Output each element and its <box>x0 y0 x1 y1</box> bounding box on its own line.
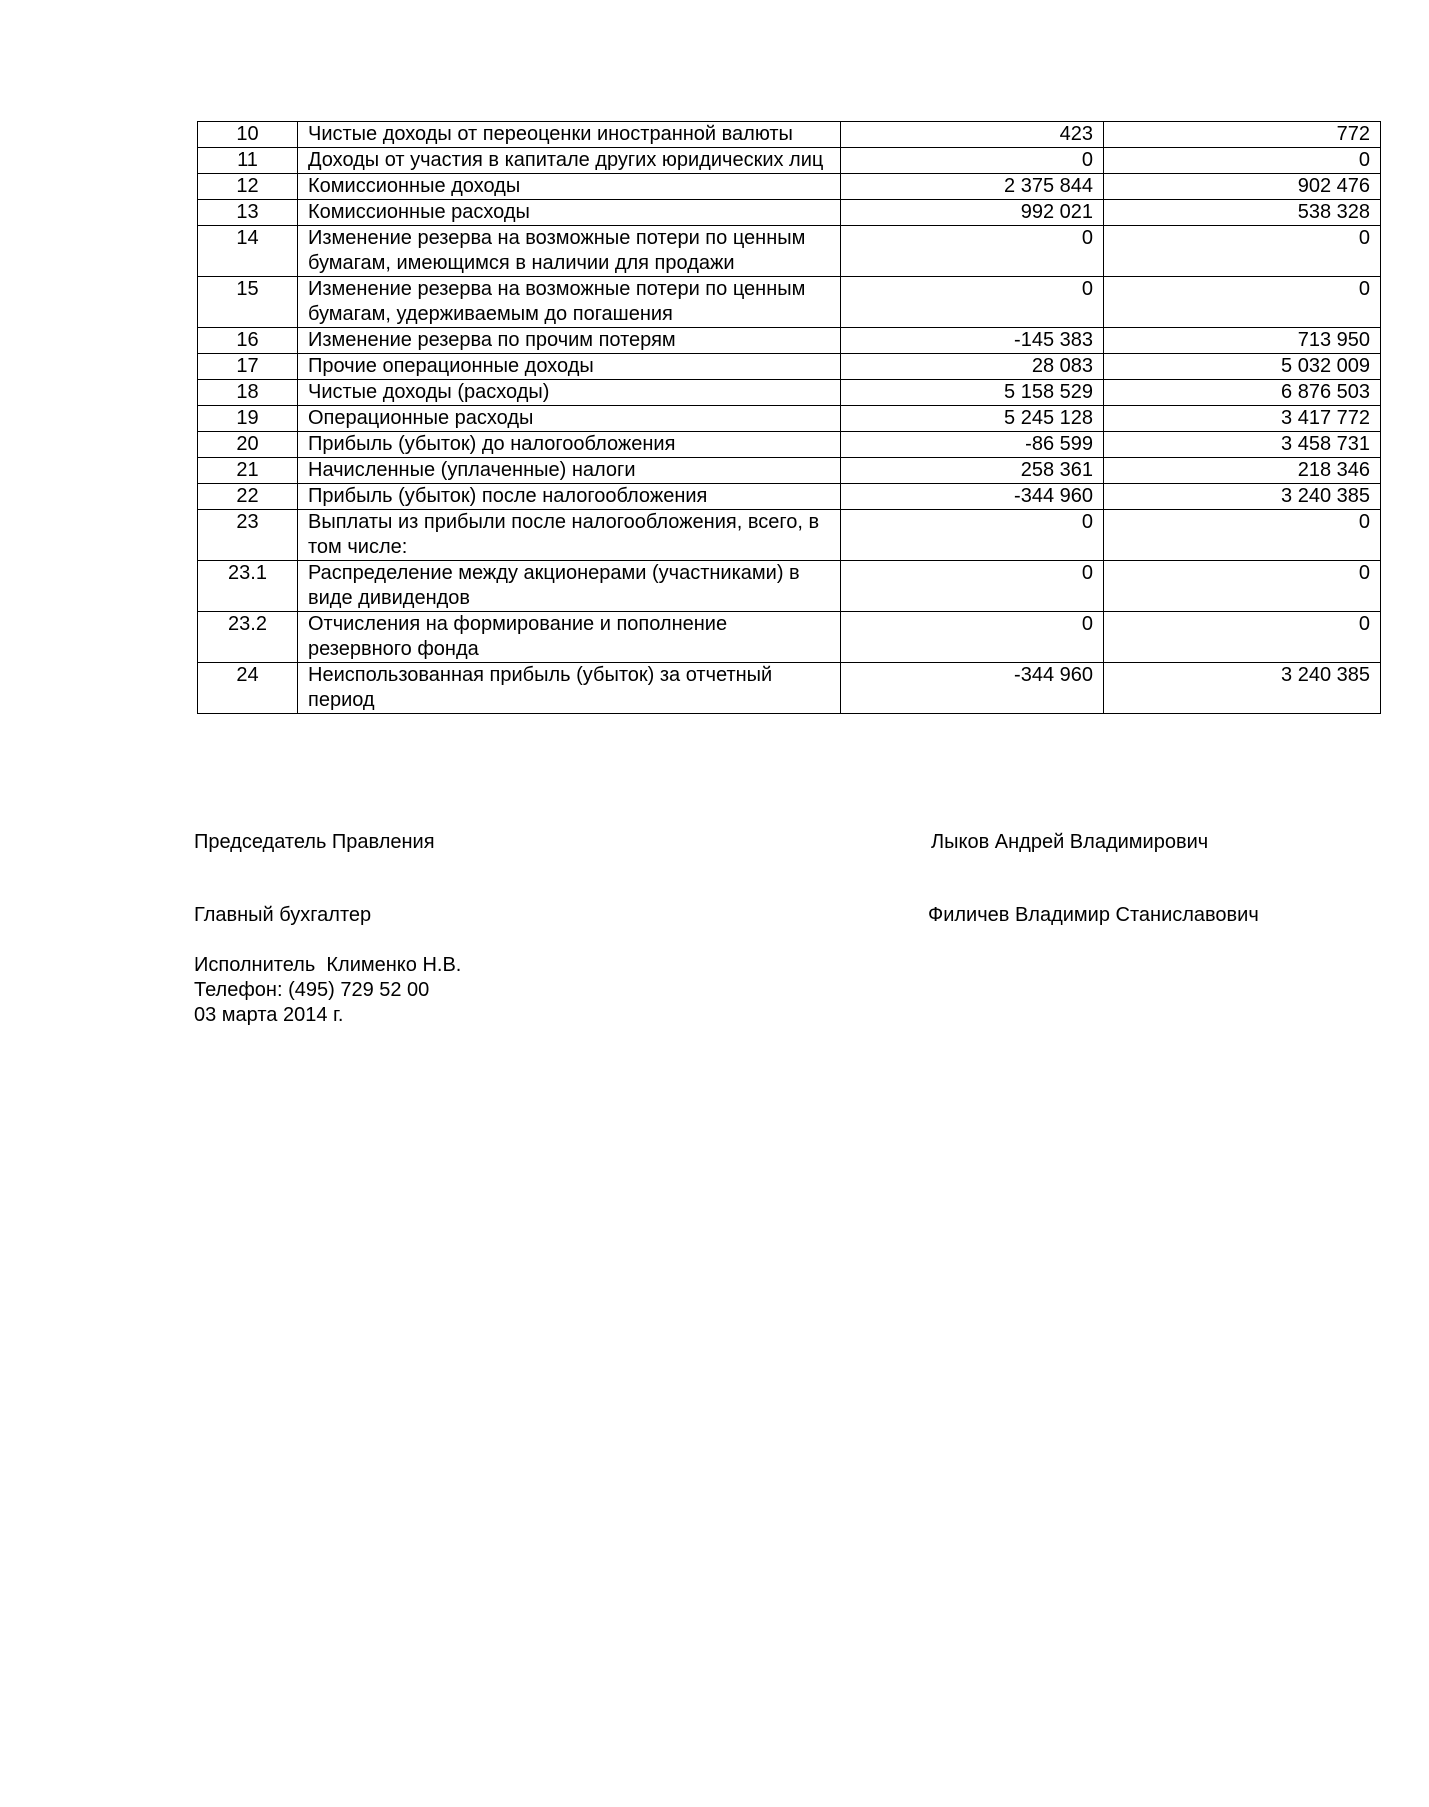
row-number: 22 <box>198 484 298 510</box>
row-value-previous: 3 417 772 <box>1104 406 1381 432</box>
row-value-current: -145 383 <box>841 328 1104 354</box>
row-description: Операционные расходы <box>298 406 841 432</box>
table-row <box>198 354 1381 380</box>
row-description: Распределение между акционерами (участниками) в виде дивидендов <box>298 561 841 612</box>
table-row <box>198 510 1381 561</box>
row-value-current: 28 083 <box>841 354 1104 380</box>
table-row <box>198 277 1381 328</box>
row-description: Изменение резерва по прочим потерям <box>298 328 841 354</box>
row-value-current: 258 361 <box>841 458 1104 484</box>
row-description: Прибыль (убыток) до налогообложения <box>298 432 841 458</box>
row-value-current: 5 158 529 <box>841 380 1104 406</box>
row-description: Прибыль (убыток) после налогообложения <box>298 484 841 510</box>
row-number: 24 <box>198 663 298 714</box>
row-description: Прочие операционные доходы <box>298 354 841 380</box>
row-description: Отчисления на формирование и пополнение резервного фонда <box>298 612 841 663</box>
row-description: Чистые доходы (расходы) <box>298 380 841 406</box>
row-number: 23 <box>198 510 298 561</box>
table-row <box>198 200 1381 226</box>
row-value-current: 423 <box>841 122 1104 148</box>
row-value-previous: 0 <box>1104 277 1381 328</box>
row-value-previous: 0 <box>1104 561 1381 612</box>
row-value-current: -344 960 <box>841 484 1104 510</box>
row-value-previous: 5 032 009 <box>1104 354 1381 380</box>
row-value-previous: 0 <box>1104 510 1381 561</box>
row-value-previous: 3 458 731 <box>1104 432 1381 458</box>
row-value-current: 0 <box>841 561 1104 612</box>
financial-results-table <box>197 121 1381 714</box>
table-row <box>198 380 1381 406</box>
table-row <box>198 432 1381 458</box>
row-value-previous: 0 <box>1104 226 1381 277</box>
row-value-current: 5 245 128 <box>841 406 1104 432</box>
row-number: 21 <box>198 458 298 484</box>
row-value-current: 2 375 844 <box>841 174 1104 200</box>
row-number: 19 <box>198 406 298 432</box>
phone-line: Телефон: (495) 729 52 00 <box>194 979 430 1001</box>
table-row <box>198 484 1381 510</box>
row-value-current: 0 <box>841 226 1104 277</box>
table-row <box>198 663 1381 714</box>
table-row <box>198 174 1381 200</box>
row-value-previous: 3 240 385 <box>1104 484 1381 510</box>
row-description: Изменение резерва на возможные потери по ценным бумагам, удерживаемым до погашения <box>298 277 841 328</box>
table-row <box>198 406 1381 432</box>
chairman-name: Лыков Андрей Владимирович <box>931 831 1209 853</box>
row-number: 14 <box>198 226 298 277</box>
row-value-current: 0 <box>841 612 1104 663</box>
row-value-current: 0 <box>841 510 1104 561</box>
row-number: 15 <box>198 277 298 328</box>
row-description: Комиссионные доходы <box>298 174 841 200</box>
table-row <box>198 148 1381 174</box>
row-number: 16 <box>198 328 298 354</box>
row-description: Комиссионные расходы <box>298 200 841 226</box>
row-number: 18 <box>198 380 298 406</box>
row-value-current: 992 021 <box>841 200 1104 226</box>
row-value-current: -86 599 <box>841 432 1104 458</box>
row-value-previous: 713 950 <box>1104 328 1381 354</box>
row-value-previous: 538 328 <box>1104 200 1381 226</box>
row-value-previous: 6 876 503 <box>1104 380 1381 406</box>
table-body <box>198 122 1381 714</box>
row-value-previous: 0 <box>1104 148 1381 174</box>
row-value-previous: 0 <box>1104 612 1381 663</box>
row-value-previous: 772 <box>1104 122 1381 148</box>
chairman-title: Председатель Правления <box>194 831 435 853</box>
row-value-previous: 902 476 <box>1104 174 1381 200</box>
table-row <box>198 328 1381 354</box>
table-row <box>198 612 1381 663</box>
row-number: 20 <box>198 432 298 458</box>
row-description: Доходы от участия в капитале других юридических лиц <box>298 148 841 174</box>
executor-line: Исполнитель Клименко Н.В. <box>194 954 462 976</box>
row-description: Выплаты из прибыли после налогообложения, всего, в том числе: <box>298 510 841 561</box>
row-number: 11 <box>198 148 298 174</box>
row-number: 17 <box>198 354 298 380</box>
row-number: 12 <box>198 174 298 200</box>
chief-accountant-name: Филичев Владимир Станиславович <box>928 904 1259 926</box>
row-description: Неиспользованная прибыль (убыток) за отчетный период <box>298 663 841 714</box>
row-value-previous: 3 240 385 <box>1104 663 1381 714</box>
row-description: Начисленные (уплаченные) налоги <box>298 458 841 484</box>
row-value-current: -344 960 <box>841 663 1104 714</box>
table-row <box>198 458 1381 484</box>
row-number: 10 <box>198 122 298 148</box>
row-value-current: 0 <box>841 277 1104 328</box>
row-value-previous: 218 346 <box>1104 458 1381 484</box>
table-row <box>198 226 1381 277</box>
chief-accountant-title: Главный бухгалтер <box>194 904 372 926</box>
row-number: 23.2 <box>198 612 298 663</box>
row-number: 23.1 <box>198 561 298 612</box>
row-number: 13 <box>198 200 298 226</box>
row-description: Изменение резерва на возможные потери по ценным бумагам, имеющимся в наличии для продажи <box>298 226 841 277</box>
row-description: Чистые доходы от переоценки иностранной валюты <box>298 122 841 148</box>
row-value-current: 0 <box>841 148 1104 174</box>
table-row <box>198 561 1381 612</box>
table-row <box>198 122 1381 148</box>
date-line: 03 марта 2014 г. <box>194 1004 344 1026</box>
